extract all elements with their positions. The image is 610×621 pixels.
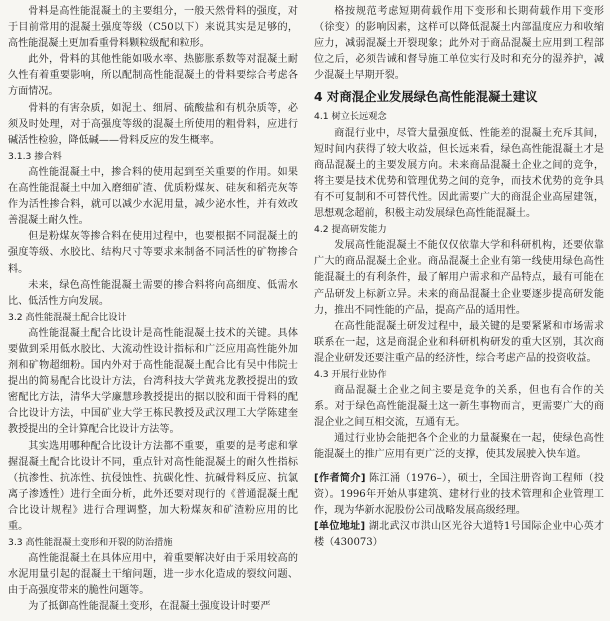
right-column <box>314 4 604 551</box>
subheading-3-3: 3.3 高性能混凝土变形和开裂的防治措施 <box>8 537 173 549</box>
paragraph-mix-design: 高性能混凝土配合比设计是高性能混凝土技术的关键。具体要做到采用低水胶比、大流动性设计指标和广泛应用高性能外加剂和矿物超细粉。国内外对于高性能混凝土配合比有吴中伟院士提出的简易配合比设计方法，台湾科技大学黄兆龙教授提出的致密配比方法，清华大学廉慧珍教授提出的据以胶和面干骨料的配合比设计方法，中国矿业大学王栋民教授及武汉理工大学陈建奎教授提出的全计算配合比设计方法等。 <box>8 327 298 436</box>
author-bio-text: 陈江涌（1976–），硕士，全国注册咨询工程师（投资）。1996年开始从事建筑、建材行业的技术管理和企业管理工作，现为华新水泥股份公司战略发展高级经理。 <box>314 472 604 516</box>
author-address-tag: [单位地址] <box>314 520 366 532</box>
left-column <box>8 4 298 616</box>
paragraph-aggregate-strength: 骨料是高性能混凝土的主要组分，一般天然骨料的强度，对于目前常用的混凝土强度等级（C50以下）来说其实是足够的，高性能混凝土更加看重骨料颗粒级配和粒形。 <box>8 6 298 50</box>
paragraph-creep: 格按规范考虑短期荷载作用下变形和长期荷载作用下变形（徐变）的影响因素，这样可以降低混凝土内部温度应力和收缩应力，减弱混凝土开裂现象；此外对于商品混凝土应用到工程部位之后，必须告诫和督导施工单位实行及时和充分的湿养护，减少混凝土早期开裂。 <box>314 6 604 82</box>
subheading-3-2: 3.2 高性能混凝土配合比设计 <box>8 311 127 323</box>
author-bio-tag: [作者简介] <box>314 472 366 484</box>
paragraph-rd-market: 在高性能混凝土研发过程中，最关键的是要紧紧和市场需求联系在一起，这是商混企业和科研机构研发的重大区别，其次商混企业研发还要注重产品的经济性，综合考虑产品的投资收益。 <box>314 320 604 364</box>
paragraph-association: 通过行业协会能把各个企业的力量凝聚在一起，使绿色高性能混凝土的推广应用有更广泛的支撑，使其发展驶入快车道。 <box>314 433 604 461</box>
paragraph-admixture-usage: 但是粉煤灰等掺合料在使用过程中，也要根据不同混凝土的强度等级、水胶比、结构尺寸等要求来制备不同活性的矿物掺合料。 <box>8 231 298 275</box>
author-bio <box>314 471 604 551</box>
paragraph-long-term-view: 商混行业中，尽管大量强度低、性能差的混凝土充斥其间，短时间内获得了较大收益，但长远来看，绿色高性能混凝土才是商品混凝土的主要发展方向。未来商品混凝土企业之间的竞争，将主要是技术优势和管理优势之间的竞争，而技术优势的竞争具有不可复制和不可替代性。因此需要广大的商混企业高屋建瓴，思想观念超前，积极主动发展绿色高性能混凝土。 <box>314 127 604 220</box>
paragraph-cracking: 高性能混凝土在具体应用中，着重要解决好由于采用较高的水泥用量引起的混凝土干缩问题，进一步水化造成的裂纹问题、由于高强度带来的脆性问题等。 <box>8 553 298 597</box>
subheading-3-1-3: 3.1.3 掺合料 <box>8 150 62 162</box>
paragraph-cooperation: 商品混凝土企业之间主要是竞争的关系，但也有合作的关系。对于绿色高性能混凝土这一新生事物而言，更需要广大的商混企业之间互相交流，互通有无。 <box>314 385 604 429</box>
author-bio-line <box>314 471 604 519</box>
section-heading-4: 4 对商混企业发展绿色高性能混凝土建议 <box>314 89 538 105</box>
subheading-4-3: 4.3 开展行业协作 <box>314 368 387 380</box>
paragraph-admixture-role: 高性能混凝土中，掺合料的使用起到至关重要的作用。如果在高性能混凝土中加入磨细矿渣、优质粉煤灰、硅灰和稻壳灰等作为活性掺合料，就可以减少水泥用量，减少泌水性，并有效改善混凝土耐久性。 <box>8 166 298 227</box>
paragraph-mix-method: 其实选用哪种配合比设计方法都不重要，重要的是考虑和掌握混凝土配合比设计不同，重点针对高性能混凝土的耐久性指标（抗渗性、抗冻性、抗侵蚀性、抗碳化性、抗碱骨料反应、抗氯离子渗透性）进行全面分析，此外还要对现行的《普通混凝土配合比设计规程》进行合理调整，加大粉煤灰和矿渣粉应用的比重。 <box>8 440 298 532</box>
subheading-4-1: 4.1 树立长远观念 <box>314 111 387 123</box>
paragraph-admixture-future: 未来，绿色高性能混凝土需要的掺合料将向高细度、低需水比、低活性方向发展。 <box>8 279 298 307</box>
author-address-line <box>314 519 604 551</box>
subheading-4-2: 4.2 提高研发能力 <box>314 224 387 236</box>
author-address-text: 湖北武汉市洪山区光谷大道特1号国际企业中心英才楼（430073） <box>314 520 604 548</box>
paragraph-rd-capability: 发展高性能混凝土不能仅仅依靠大学和科研机构，还要依靠广大的商品混凝土企业。商品混凝土企业有第一线使用绿色高性能混凝土的有利条件，最了解用户需求和产品特点，最有可能在产品研发上标新立异。未来的商品混凝土企业要逐步提高研发能力，推出不同性能的产品，提高产品的适用性。 <box>314 240 604 316</box>
paragraph-deformation: 为了抵御高性能混凝土变形，在混凝土强度设计时要严 <box>28 601 271 613</box>
paragraph-aggregate-impurities: 骨料的有害杂质，如泥土、细屑、硫酸盐和有机杂质等，必须及时处理，对于高强度等级的混凝土所使用的粗骨料，应进行碱活性检验，降低碱——骨料反应的发生概率。 <box>8 102 298 146</box>
paragraph-aggregate-properties: 此外，骨料的其他性能如吸水率、热膨胀系数等对混凝土耐久性有着重要影响，所以配制高性能混凝土的骨料要综合考虑各方面情况。 <box>8 54 298 98</box>
